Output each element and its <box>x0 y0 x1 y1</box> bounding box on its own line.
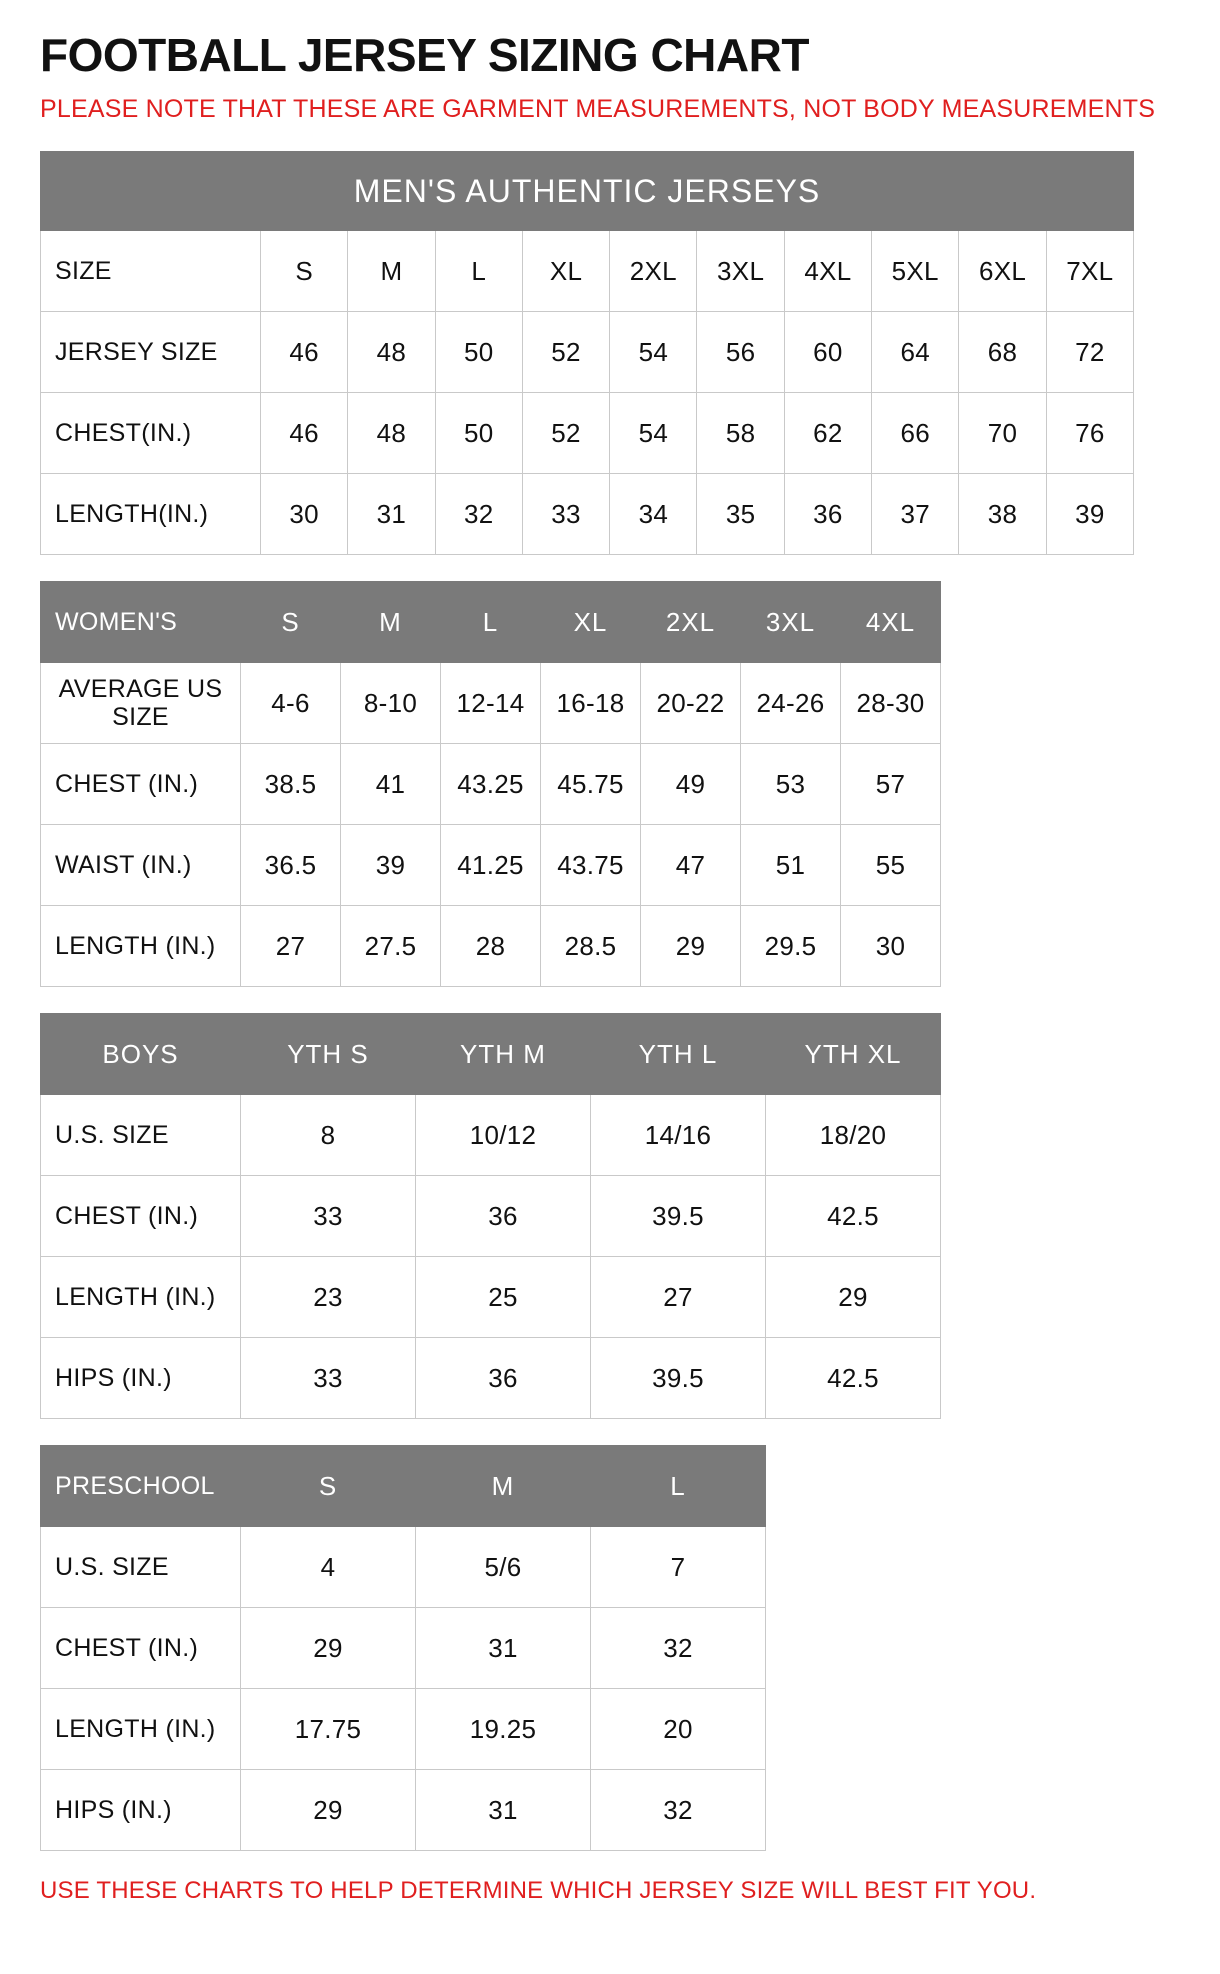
mens-banner: MEN'S AUTHENTIC JERSEYS <box>41 152 1134 231</box>
table-cell: 27.5 <box>341 906 441 987</box>
preschool-size-header: M <box>416 1446 591 1527</box>
table-cell: 51 <box>741 825 841 906</box>
table-cell: 32 <box>591 1770 766 1851</box>
preschool-size-header: S <box>241 1446 416 1527</box>
measurement-note: PLEASE NOTE THAT THESE ARE GARMENT MEASUREMENTS, NOT BODY MEASUREMENTS <box>40 95 1156 123</box>
table-cell: 30 <box>261 474 348 555</box>
table-cell: 30 <box>841 906 941 987</box>
womens-size-header: 2XL <box>641 582 741 663</box>
mens-size-header: 4XL <box>784 231 871 312</box>
boys-sizing-table <box>40 1013 941 1419</box>
table-row <box>41 906 941 987</box>
table-row <box>41 231 1134 312</box>
womens-size-header: M <box>341 582 441 663</box>
table-cell: 24-26 <box>741 663 841 744</box>
table-cell: 48 <box>348 393 435 474</box>
mens-sizing-table <box>40 151 1134 555</box>
preschool-sizing-table <box>40 1445 766 1851</box>
row-label: AVERAGE US SIZE <box>41 663 241 744</box>
table-cell: 47 <box>641 825 741 906</box>
table-cell: 58 <box>697 393 784 474</box>
table-cell: 8-10 <box>341 663 441 744</box>
table-cell: 31 <box>416 1770 591 1851</box>
table-cell: 32 <box>435 474 522 555</box>
table-cell: 46 <box>261 312 348 393</box>
table-cell: 66 <box>872 393 959 474</box>
table-cell: 20 <box>591 1689 766 1770</box>
table-row <box>41 1257 941 1338</box>
mens-size-header: 2XL <box>610 231 697 312</box>
mens-size-header: XL <box>522 231 609 312</box>
table-cell: 45.75 <box>541 744 641 825</box>
table-cell: 20-22 <box>641 663 741 744</box>
table-cell: 39.5 <box>591 1338 766 1419</box>
mens-size-header: 6XL <box>959 231 1046 312</box>
table-cell: 54 <box>610 312 697 393</box>
table-cell: 31 <box>416 1608 591 1689</box>
table-cell: 42.5 <box>766 1176 941 1257</box>
table-cell: 25 <box>416 1257 591 1338</box>
table-cell: 28 <box>441 906 541 987</box>
table-cell: 48 <box>348 312 435 393</box>
table-row <box>41 663 941 744</box>
table-row <box>41 1527 766 1608</box>
table-cell: 36 <box>416 1176 591 1257</box>
table-cell: 56 <box>697 312 784 393</box>
table-cell: 64 <box>872 312 959 393</box>
table-cell: 39 <box>1046 474 1133 555</box>
row-label: CHEST (IN.) <box>41 1608 241 1689</box>
boys-size-header: YTH M <box>416 1014 591 1095</box>
footer-note: USE THESE CHARTS TO HELP DETERMINE WHICH JERSEY SIZE WILL BEST FIT YOU. <box>40 1877 1037 1905</box>
table-cell: 29 <box>241 1770 416 1851</box>
table-cell: 42.5 <box>766 1338 941 1419</box>
table-cell: 27 <box>241 906 341 987</box>
row-label: LENGTH (IN.) <box>41 1257 241 1338</box>
table-cell: 12-14 <box>441 663 541 744</box>
table-row <box>41 1176 941 1257</box>
table-cell: 7 <box>591 1527 766 1608</box>
table-cell: 62 <box>784 393 871 474</box>
mens-size-header: L <box>435 231 522 312</box>
row-label: LENGTH(IN.) <box>41 474 261 555</box>
mens-size-label: SIZE <box>41 231 261 312</box>
row-label: CHEST(IN.) <box>41 393 261 474</box>
table-cell: 23 <box>241 1257 416 1338</box>
table-cell: 38.5 <box>241 744 341 825</box>
row-label: WAIST (IN.) <box>41 825 241 906</box>
boys-size-header: YTH XL <box>766 1014 941 1095</box>
table-cell: 33 <box>241 1338 416 1419</box>
table-cell: 37 <box>872 474 959 555</box>
row-label: HIPS (IN.) <box>41 1770 241 1851</box>
womens-size-header: XL <box>541 582 641 663</box>
table-cell: 31 <box>348 474 435 555</box>
table-cell: 55 <box>841 825 941 906</box>
page-title: FOOTBALL JERSEY SIZING CHART <box>40 29 809 81</box>
row-label: HIPS (IN.) <box>41 1338 241 1419</box>
row-label: CHEST (IN.) <box>41 744 241 825</box>
boys-header-label: BOYS <box>41 1014 241 1095</box>
table-cell: 41.25 <box>441 825 541 906</box>
table-cell: 29 <box>241 1608 416 1689</box>
table-cell: 52 <box>522 312 609 393</box>
table-cell: 41 <box>341 744 441 825</box>
row-label: U.S. SIZE <box>41 1095 241 1176</box>
row-label: U.S. SIZE <box>41 1527 241 1608</box>
table-row <box>41 744 941 825</box>
table-banner-row <box>41 152 1134 231</box>
table-header-row <box>41 582 941 663</box>
table-row <box>41 1338 941 1419</box>
womens-size-header: 4XL <box>841 582 941 663</box>
table-cell: 17.75 <box>241 1689 416 1770</box>
table-header-row <box>41 1014 941 1095</box>
table-cell: 33 <box>522 474 609 555</box>
table-row <box>41 393 1134 474</box>
table-cell: 32 <box>591 1608 766 1689</box>
table-cell: 29 <box>641 906 741 987</box>
boys-size-header: YTH S <box>241 1014 416 1095</box>
table-cell: 53 <box>741 744 841 825</box>
womens-size-header: S <box>241 582 341 663</box>
table-cell: 36.5 <box>241 825 341 906</box>
preschool-size-header: L <box>591 1446 766 1527</box>
mens-size-header: M <box>348 231 435 312</box>
table-cell: 18/20 <box>766 1095 941 1176</box>
table-row <box>41 1608 766 1689</box>
mens-size-header: 5XL <box>872 231 959 312</box>
table-cell: 36 <box>784 474 871 555</box>
mens-size-header: S <box>261 231 348 312</box>
womens-header-label: WOMEN'S <box>41 582 241 663</box>
womens-sizing-table <box>40 581 941 987</box>
table-cell: 35 <box>697 474 784 555</box>
table-cell: 68 <box>959 312 1046 393</box>
preschool-header-label: PRESCHOOL <box>41 1446 241 1527</box>
table-cell: 50 <box>435 393 522 474</box>
womens-size-header: 3XL <box>741 582 841 663</box>
table-header-row <box>41 1446 766 1527</box>
table-cell: 43.75 <box>541 825 641 906</box>
table-row <box>41 474 1134 555</box>
row-label: LENGTH (IN.) <box>41 906 241 987</box>
mens-size-header: 7XL <box>1046 231 1133 312</box>
table-row <box>41 1770 766 1851</box>
table-cell: 39.5 <box>591 1176 766 1257</box>
table-cell: 27 <box>591 1257 766 1338</box>
table-cell: 33 <box>241 1176 416 1257</box>
table-cell: 14/16 <box>591 1095 766 1176</box>
table-cell: 10/12 <box>416 1095 591 1176</box>
row-label: JERSEY SIZE <box>41 312 261 393</box>
table-row <box>41 1689 766 1770</box>
table-cell: 29 <box>766 1257 941 1338</box>
table-cell: 57 <box>841 744 941 825</box>
table-cell: 43.25 <box>441 744 541 825</box>
table-cell: 29.5 <box>741 906 841 987</box>
womens-size-header: L <box>441 582 541 663</box>
row-label: CHEST (IN.) <box>41 1176 241 1257</box>
table-cell: 36 <box>416 1338 591 1419</box>
table-cell: 5/6 <box>416 1527 591 1608</box>
table-cell: 50 <box>435 312 522 393</box>
table-cell: 52 <box>522 393 609 474</box>
table-cell: 60 <box>784 312 871 393</box>
table-cell: 28-30 <box>841 663 941 744</box>
table-cell: 4-6 <box>241 663 341 744</box>
table-cell: 76 <box>1046 393 1133 474</box>
table-row <box>41 312 1134 393</box>
table-cell: 8 <box>241 1095 416 1176</box>
table-cell: 72 <box>1046 312 1133 393</box>
boys-size-header: YTH L <box>591 1014 766 1095</box>
table-cell: 16-18 <box>541 663 641 744</box>
table-cell: 39 <box>341 825 441 906</box>
table-cell: 54 <box>610 393 697 474</box>
table-cell: 49 <box>641 744 741 825</box>
table-cell: 4 <box>241 1527 416 1608</box>
table-row <box>41 1095 941 1176</box>
table-cell: 28.5 <box>541 906 641 987</box>
table-cell: 34 <box>610 474 697 555</box>
table-cell: 70 <box>959 393 1046 474</box>
table-cell: 46 <box>261 393 348 474</box>
mens-size-header: 3XL <box>697 231 784 312</box>
table-row <box>41 825 941 906</box>
row-label: LENGTH (IN.) <box>41 1689 241 1770</box>
table-cell: 38 <box>959 474 1046 555</box>
table-cell: 19.25 <box>416 1689 591 1770</box>
